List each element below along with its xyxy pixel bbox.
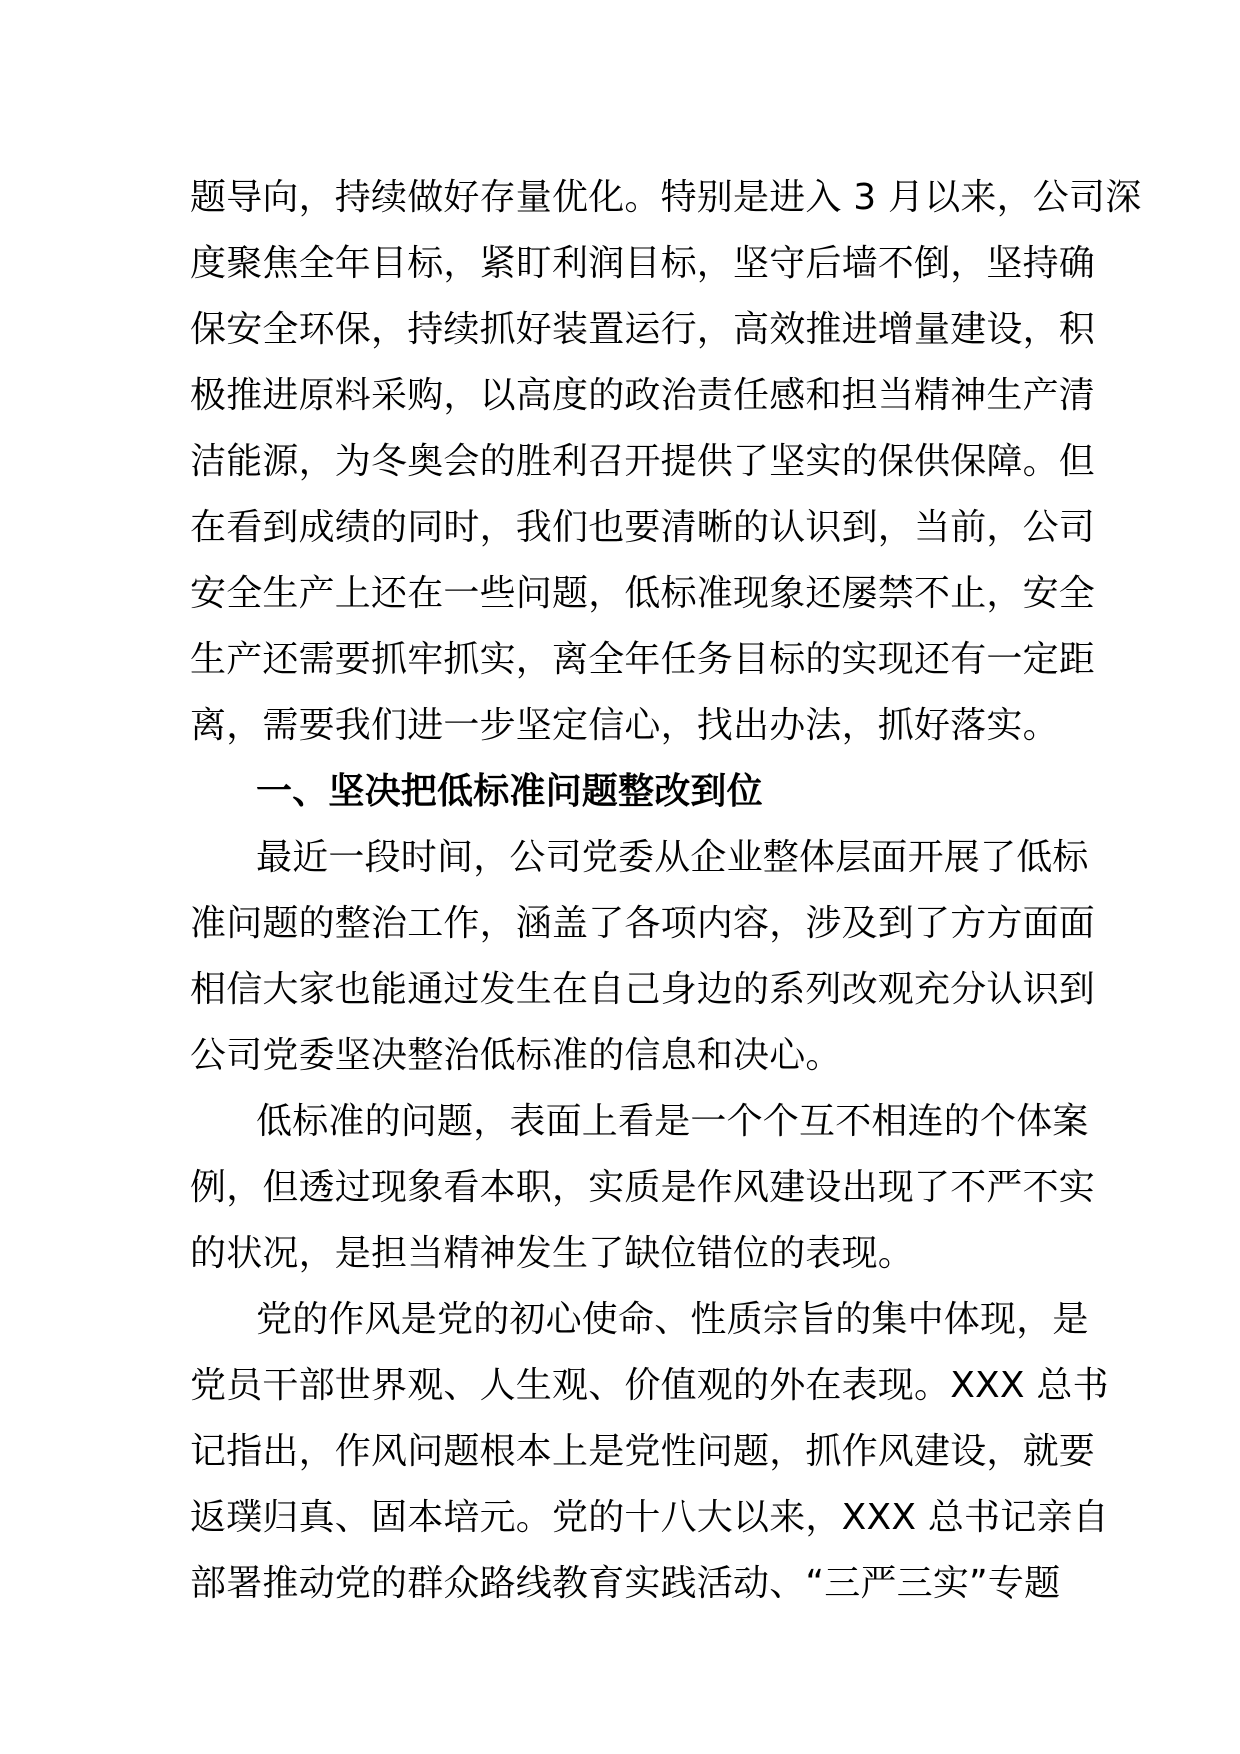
text-line: 例，但透过现象看本职，实质是作风建设出现了不严不实 bbox=[190, 1167, 1096, 1208]
text-line: 在看到成绩的同时，我们也要清晰的认识到，当前，公司 bbox=[190, 507, 1096, 548]
text-line: 返璞归真、固本培元。党的十八大以来，XXX 总书记亲自 bbox=[190, 1497, 1109, 1538]
text-line: 党的作风是党的初心使命、性质宗旨的集中体现，是 bbox=[256, 1299, 1089, 1340]
text-line: 最近一段时间，公司党委从企业整体层面开展了低标 bbox=[256, 837, 1089, 878]
text-line: 党员干部世界观、人生观、价值观的外在表现。XXX 总书 bbox=[190, 1365, 1109, 1406]
text-line: 洁能源，为冬奥会的胜利召开提供了坚实的保供保障。但 bbox=[190, 441, 1096, 482]
text-line: 题导向，持续做好存量优化。特别是进入 3 月以来，公司深 bbox=[190, 177, 1142, 218]
text-line: 的状况，是担当精神发生了缺位错位的表现。 bbox=[190, 1233, 915, 1274]
text-line: 极推进原料采购，以高度的政治责任感和担当精神生产清 bbox=[190, 375, 1096, 416]
text-line: 公司党委坚决整治低标准的信息和决心。 bbox=[190, 1035, 842, 1076]
text-line: 准问题的整治工作，涵盖了各项内容，涉及到了方方面面 bbox=[190, 903, 1096, 944]
text-line: 部署推动党的群众路线教育实践活动、“三严三实”专题 bbox=[190, 1563, 1061, 1604]
text-line: 相信大家也能通过发生在自己身边的系列改观充分认识到 bbox=[190, 969, 1096, 1010]
text-line: 保安全环保，持续抓好装置运行，高效推进增量建设，积 bbox=[190, 309, 1096, 350]
section-heading: 一、坚决把低标准问题整改到位 bbox=[256, 771, 763, 812]
text-line: 低标准的问题，表面上看是一个个互不相连的个体案 bbox=[256, 1101, 1089, 1142]
text-line: 安全生产上还在一些问题，低标准现象还屡禁不止，安全 bbox=[190, 573, 1096, 614]
text-line: 生产还需要抓牢抓实，离全年任务目标的实现还有一定距 bbox=[190, 639, 1096, 680]
text-line: 离，需要我们进一步坚定信心，找出办法，抓好落实。 bbox=[190, 705, 1059, 746]
text-line: 度聚焦全年目标，紧盯利润目标，坚守后墙不倒，坚持确 bbox=[190, 243, 1096, 284]
text-line: 记指出，作风问题根本上是党性问题，抓作风建设，就要 bbox=[190, 1431, 1096, 1472]
